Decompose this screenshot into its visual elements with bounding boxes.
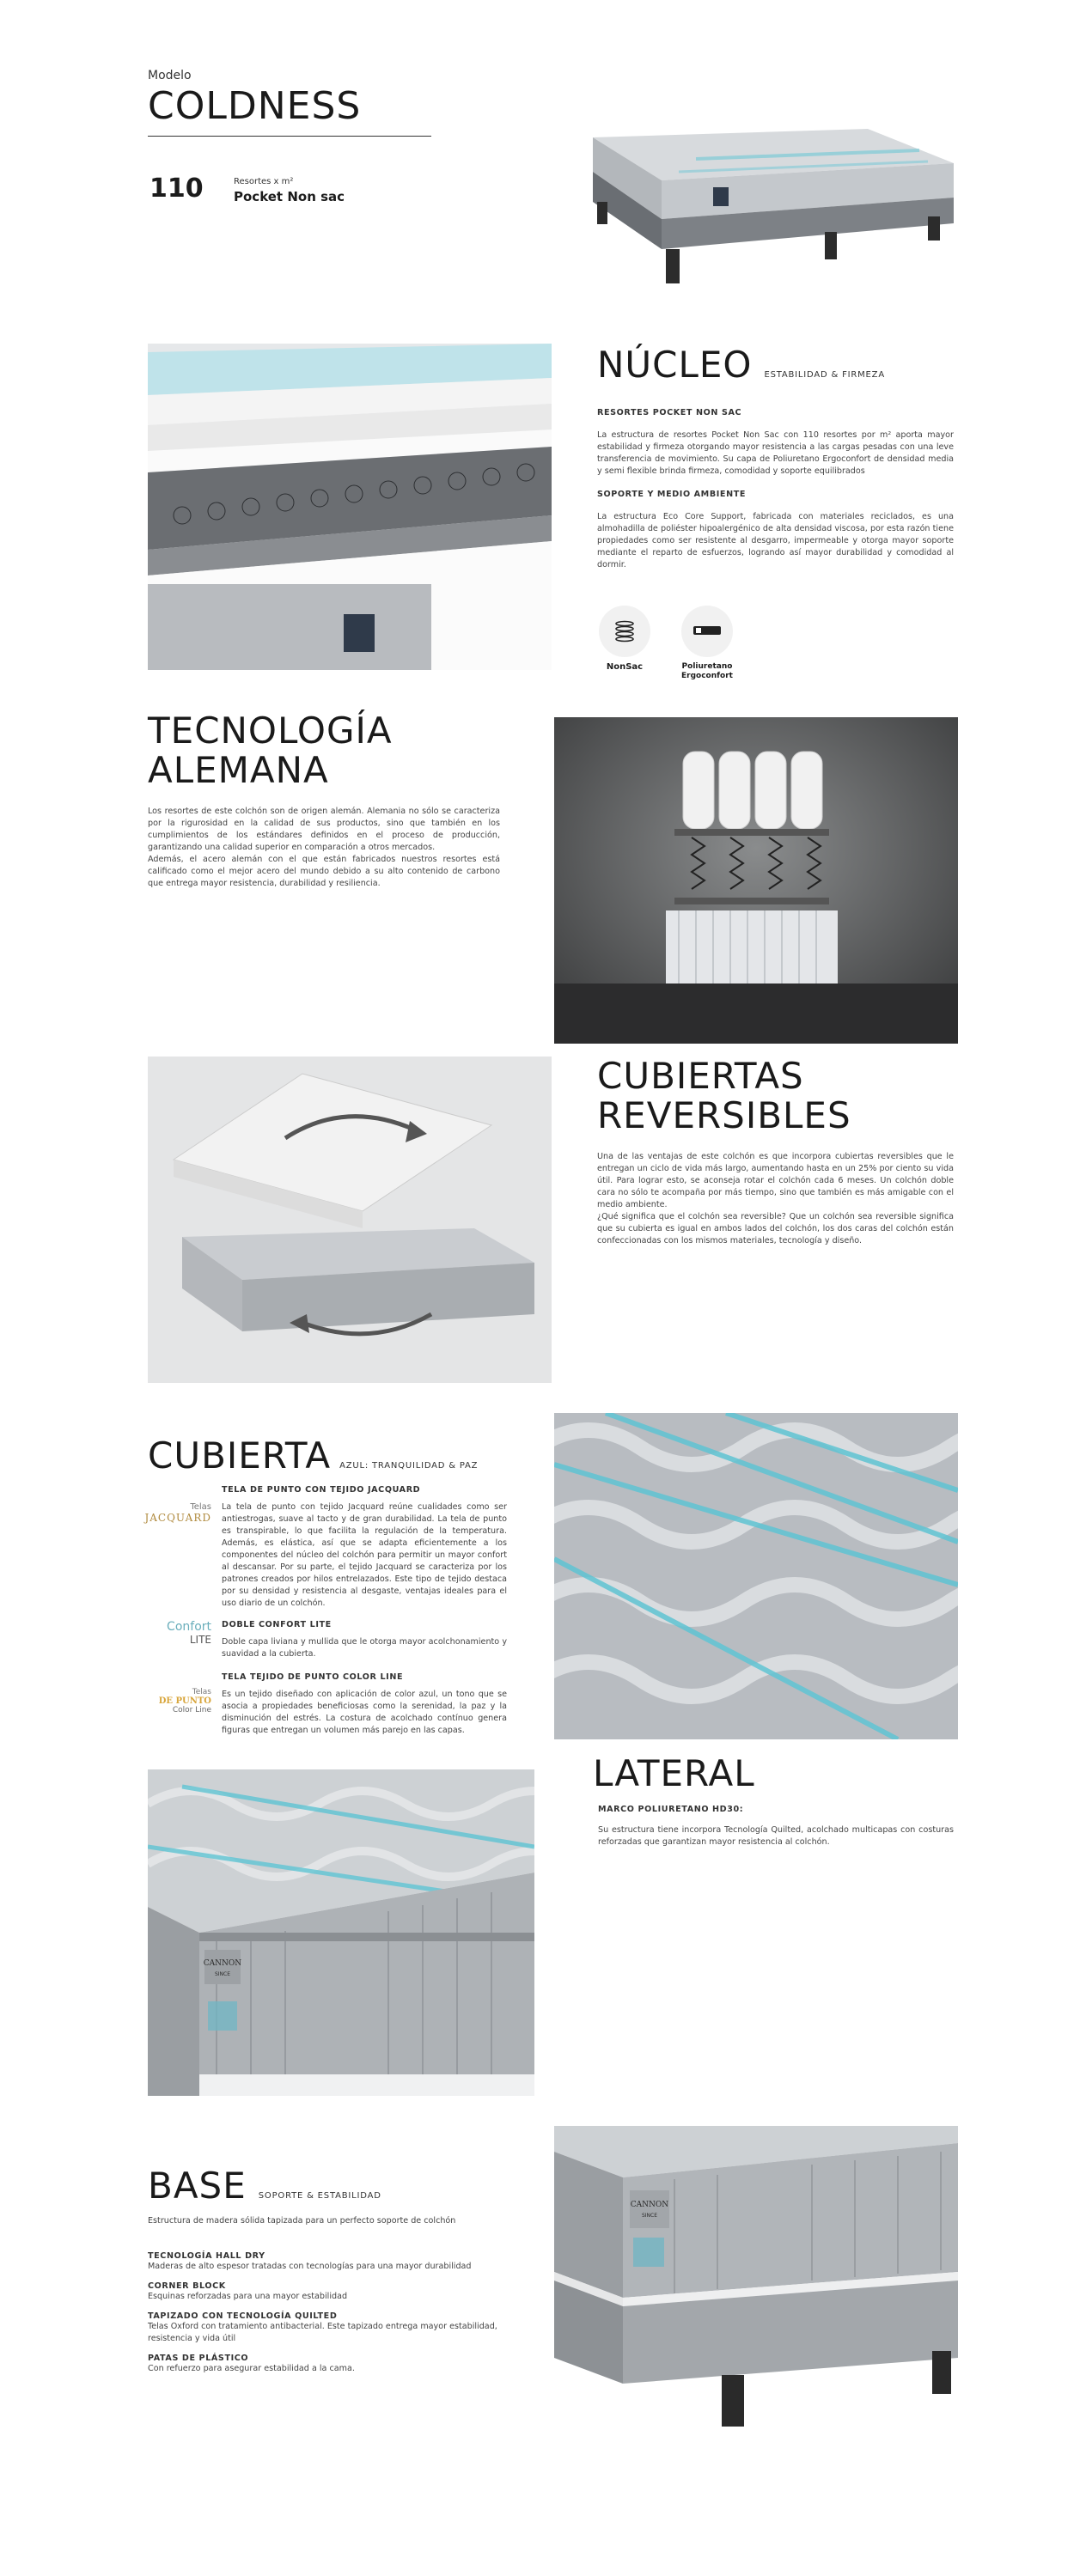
nucleo-text	[597, 344, 954, 681]
base-item4-title: PATAS DE PLÁSTICO	[148, 2354, 249, 2363]
spring-type: Pocket Non sac	[234, 189, 345, 204]
cubierta-item1-text: La tela de punto con tejido Jacquard reúne cualidades como ser antiestrogas, suave al tacto y de gran durabilidad. La tela de punto es transpirable, lo que facilita la regulación de la temperatura. Además, es elástica, así que se adapta eficientemente a los componentes del núcleo del colchón para permitir un mayor confort al descansar. Por su parte, el tejido Jacquard se caracteriza por los patrones creados por hilos entrelazados. Este tipo de tejido destaca por su densidad y resistencia al desgaste, ventajas ideales para el uso diario de un colchón.	[222, 1502, 507, 1608]
tecnologia-title-1: TECNOLOGÍA	[148, 709, 393, 752]
cubiertas-text	[597, 1057, 954, 1247]
base-title: BASE	[148, 2165, 247, 2207]
header	[148, 69, 440, 223]
base-item2-title: CORNER BLOCK	[148, 2281, 226, 2291]
header-divider	[148, 136, 431, 137]
german-springs-image	[554, 717, 958, 1044]
tecnologia-text	[148, 711, 500, 890]
base-brand-sub: SINCE	[641, 2213, 658, 2219]
icon1-label: NonSac	[606, 662, 644, 672]
lateral-text	[593, 1752, 954, 1848]
icon2-label: Poliuretano Ergoconfort	[681, 662, 733, 680]
bed-product-image	[558, 112, 962, 301]
base-bed-image	[554, 2126, 958, 2427]
base-item2-text: Esquinas reforzadas para una mayor estabilidad	[148, 2292, 348, 2301]
tecnologia-title-2: ALEMANA	[148, 749, 329, 791]
cubierta-item2-title: DOBLE CONFORT LITE	[222, 1620, 332, 1629]
base-item4-text: Con refuerzo para asegurar estabilidad a la cama.	[148, 2364, 355, 2373]
base-subtitle: SOPORTE & ESTABILIDAD	[258, 2191, 381, 2201]
reversible-cover-image	[148, 1057, 552, 1383]
lateral-brand-sub: SINCE	[214, 1971, 231, 1977]
jacquard-logo: Telas JACQUARD	[144, 1502, 211, 1524]
confort-lite-logo: Confort LITE	[167, 1620, 211, 1646]
base-item1-text: Maderas de alto espesor tratadas con tecnologías para una mayor durabilidad	[148, 2262, 472, 2271]
lateral-mattress-image	[148, 1769, 534, 2096]
quilted-fabric-closeup-image	[554, 1413, 958, 1739]
cubierta-text	[137, 1434, 507, 1737]
foam-layer-icon	[681, 606, 733, 657]
cubiertas-title-1: CUBIERTAS	[597, 1055, 804, 1097]
nucleo-section1-title: RESORTES POCKET NON SAC	[597, 408, 742, 417]
nucleo-section1-text: La estructura de resortes Pocket Non Sac con 110 resortes por m² aporta mayor estabilidad y firmeza otorgando mayor resistencia a las cargas pesadas con una leve transferencia de movimiento. Su capa de Poliuretano Ergoconfort de densidad media y semi flexible brinda firmeza, comodidad y soporte equilibrados	[597, 430, 954, 476]
nucleo-subtitle: ESTABILIDAD & FIRMEZA	[764, 370, 885, 380]
cubierta-title: CUBIERTA	[148, 1434, 332, 1477]
nucleo-section2-text: La estructura Eco Core Support, fabricada con materiales reciclados, es una almohadilla de poliéster hipoalergénico de alta densidad viscosa, por esta razón tiene propiedades como ser resistente al desgarro, impermeable y otorga mayor soporte mediante el reparto de esfuerzos, logrando así mayor durabilidad y comodidad al dormir.	[597, 512, 954, 569]
base-brand-label: CANNON	[630, 2201, 669, 2209]
base-item3-title: TAPIZADO CON TECNOLOGÍA QUILTED	[148, 2311, 338, 2321]
spring-unit: Resortes x m²	[234, 177, 294, 186]
model-name: COLDNESS	[148, 84, 362, 128]
cubierta-item1-title: TELA DE PUNTO CON TEJIDO JACQUARD	[222, 1485, 421, 1495]
lateral-brand-label: CANNON	[203, 1959, 242, 1968]
cubierta-item3-title: TELA TEJIDO DE PUNTO COLOR LINE	[222, 1672, 404, 1682]
tecnologia-paragraph: Los resortes de este colchón son de origen alemán. Alemania no sólo se caracteriza por la rigurosidad en la calidad de sus productos, sino que también en los cumplimientos de los estándares definidos en el proceso de producción, garantizando una calidad superior en comparación a otros mercados. Además, el acero alemán con el que están fabricados nuestros resortes está calificado como el mejor acero del mundo debido a su alto contenido de carbono que entrega mayor resistencia, durabilidad y resiliencia.	[148, 807, 500, 888]
cubierta-item3-text: Es un tejido diseñado con aplicación de color azul, un tono que se asocia a propiedades beneficiosas como la serenidad, la paz y la disminución del estrés. La costura de acolchado contínuo genera figuras que entregan un volumen más parejo en las capas.	[222, 1690, 507, 1735]
spring-count: 110	[149, 174, 204, 204]
lateral-paragraph: Su estructura tiene incorpora Tecnología Quilted, acolchado multicapas con costuras reforzadas que garantizan mayor resistencia al colchón.	[598, 1825, 954, 1847]
base-text	[148, 2165, 509, 2375]
base-item1-title: TECNOLOGÍA HALL DRY	[148, 2251, 265, 2261]
cubierta-subtitle: AZUL: TRANQUILIDAD & PAZ	[339, 1461, 479, 1471]
cubiertas-paragraph: Una de las ventajas de este colchón es que incorpora cubiertas reversibles que le entregan un ciclo de vida más largo, aumentando hasta en un 25% por ciento su vida útil. Para lograr esto, se aconseja rotar el colchón cada 6 meses. Un colchón doble cara no sólo te acompaña por más tiempo, sino que también es más amigable con el medio ambiente. ¿Qué significa que el colchón sea reversible? Que un colchón sea reversible significa que su cubierta es igual en ambos lados del colchón, los dos caras del colchón están confeccionadas con los mismos materiales, tecnología y diseño.	[597, 1152, 954, 1245]
pocket-spring-icon	[599, 606, 650, 657]
cubierta-item2-text: Doble capa liviana y mullida que le otorga mayor acolchonamiento y suavidad a la cubierta.	[222, 1637, 507, 1659]
model-label: Modelo	[148, 69, 192, 82]
lateral-section-title: MARCO POLIURETANO HD30:	[598, 1805, 744, 1814]
cubiertas-title-2: REVERSIBLES	[597, 1094, 851, 1136]
lateral-title: LATERAL	[593, 1752, 755, 1794]
base-intro: Estructura de madera sólida tapizada para un perfecto soporte de colchón	[148, 2216, 456, 2226]
nucleo-layers-image	[148, 344, 552, 670]
nucleo-section2-title: SOPORTE Y MEDIO AMBIENTE	[597, 490, 746, 499]
base-item3-text: Telas Oxford con tratamiento antibacterial. Este tapizado entrega mayor estabilidad, resistencia y vida útil	[148, 2322, 497, 2343]
nucleo-title: NÚCLEO	[597, 344, 753, 386]
color-line-logo: Telas DE PUNTO Color Line	[158, 1688, 211, 1714]
